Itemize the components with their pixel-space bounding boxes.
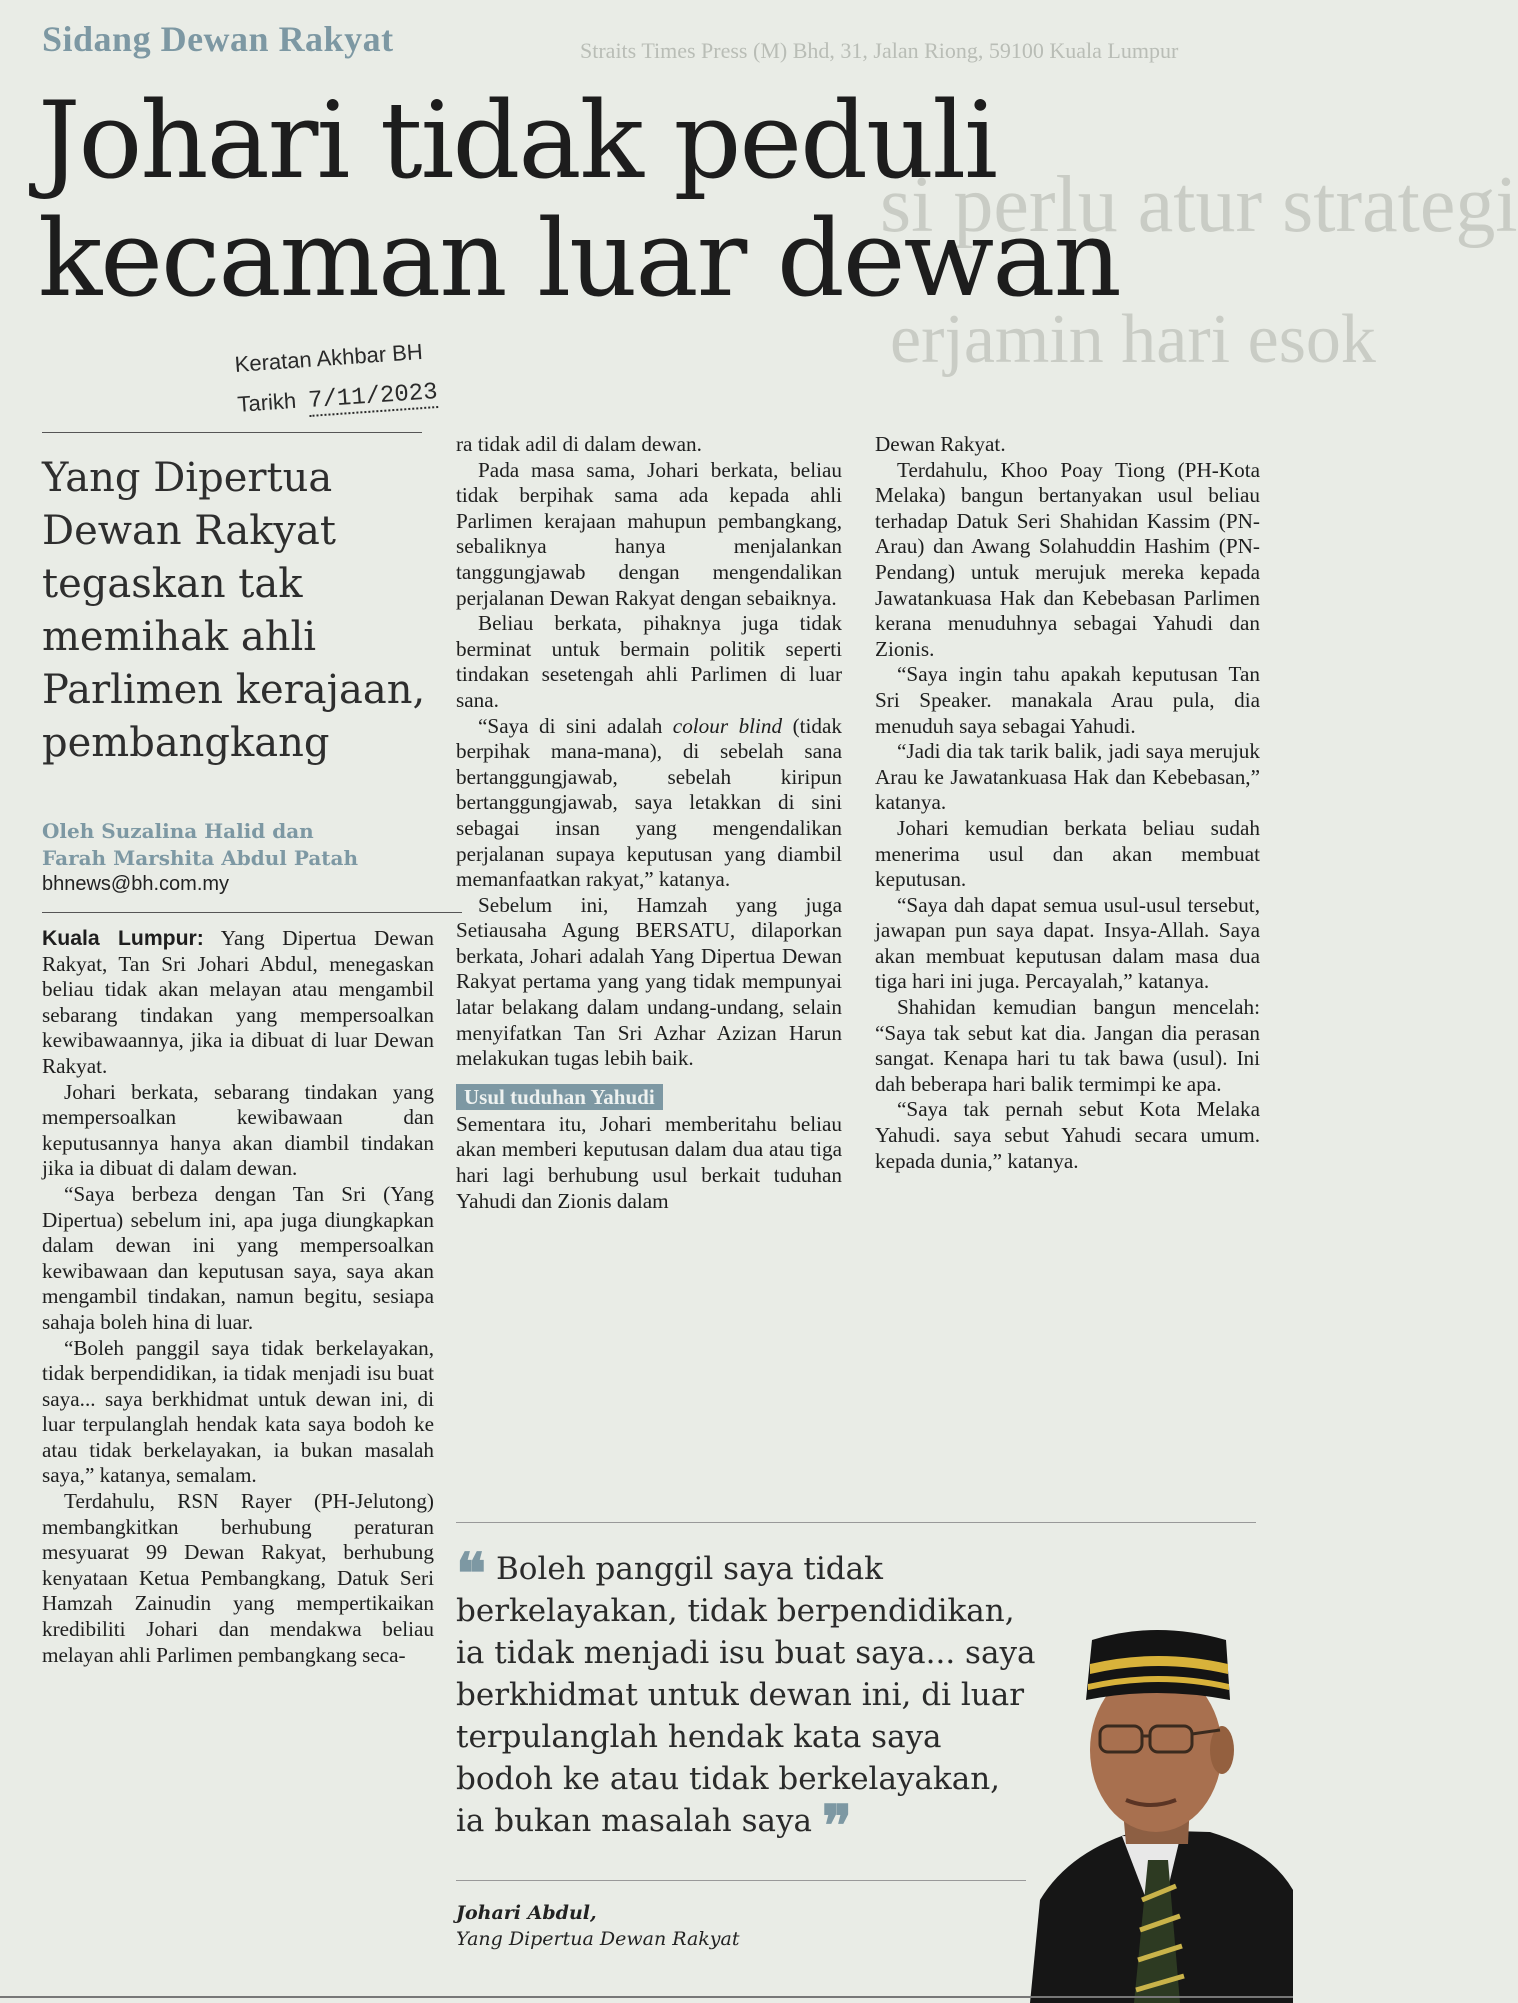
paragraph-text: (tidak berpihak mana-mana), di sebelah sana bertanggungjawab, sebelah kiripun bertanggungjawab, saya letakkan di sini sebagai insan yang mengendalikan perjalanan supaya keputusan yang diambil memanfaatkan rakyat,” katanya. (456, 713, 843, 892)
paragraph: “Saya ingin tahu apakah keputusan Tan Sri Speaker. manakala Arau pula, dia menuduh saya sebagai Yahudi. (875, 662, 1260, 738)
paragraph: Shahidan kemudian bangun mencelah: “Saya tak sebut kat dia. Jangan dia perasan sangat. Kenapa hari tu tak bawa (usul). Ini dah beberapa hari balik termimpi ke apa. (875, 995, 1260, 1096)
headline (38, 79, 1278, 320)
paragraph: ra tidak adil di dalam dewan. (456, 432, 702, 456)
headline-line-2: kecaman luar dewan (38, 197, 1120, 320)
quote-rule-bottom (456, 1880, 1026, 1881)
portrait-photo (1030, 1600, 1293, 2003)
column-3 (875, 432, 1260, 1174)
italic-phrase: colour blind (672, 713, 783, 738)
paragraph: Sebelum ini, Hamzah yang juga Setiausaha Agung BERSATU, dilaporkan berkata, Johari adalah Yang Dipertua Dewan Rakyat pertama yang yang tidak mempunyai latar belakang dalam undang-undang, selain menyifatkan Tan Sri Azhar Azizan Harun melakukan tugas lebih baik. (456, 892, 842, 1071)
paragraph: Terdahulu, Khoo Poay Tiong (PH-Kota Melaka) bangun bertanyakan usul beliau terhadap Datuk Seri Shahidan Kassim (PN-Arau) dan Awang Solahuddin Hashim (PN-Pendang) untuk merujuk mereka kepada Jawatankuasa Hak dan Kebebasan Parlimen kerana menuduhnya sebagai Yahudi dan Zionis. (875, 457, 1260, 661)
clipping-stamp (233, 331, 439, 427)
headline-line-1: Johari tidak peduli (38, 79, 997, 202)
deck-subheadline: Yang Dipertua Dewan Rakyat tegaskan tak memihak ahli Parlimen kerajaan, pembangkang (42, 455, 426, 766)
stamp-label: Keratan Akhbar BH (233, 338, 424, 378)
column-1 (42, 926, 434, 1668)
paragraph: “Jadi dia tak tarik balik, jadi saya merujuk Arau ke Jawatankuasa Hak dan Kebebasan,” katanya. (875, 739, 1260, 815)
photo-caption (456, 1900, 740, 1952)
paragraph-text: “Saya di sini adalah (478, 713, 673, 738)
print-through-text: Straits Times Press (M) Bhd, 31, Jalan Riong, 59100 Kuala Lumpur (580, 38, 1179, 63)
byline-authors-1: Oleh Suzalina Halid dan (42, 819, 314, 843)
caption-title: Yang Dipertua Dewan Rakyat (456, 1928, 740, 1950)
deck-rule (42, 432, 422, 433)
byline-rule (42, 912, 462, 913)
paragraph (42, 926, 434, 1080)
paragraph: Dewan Rakyat. (875, 432, 1006, 456)
column-2 (456, 432, 842, 1214)
stamp-date-label: Tarikh (236, 387, 297, 417)
page-bottom-rule (0, 1996, 1293, 1998)
paragraph: “Boleh panggil saya tidak berkelayakan, tidak berpendidikan, ia tidak menjadi isu buat saya... saya berkhidmat untuk dewan ini, di luar terpulanglah hendak kata saya bodoh ke atau tidak berkelayakan, ia bukan masalah saya,” katanya, semalam. (42, 1335, 434, 1488)
section-kicker: Sidang Dewan Rakyat (42, 19, 394, 59)
quote-rule-top (456, 1522, 1256, 1523)
byline-authors-2: Farah Marshita Abdul Patah (42, 846, 359, 870)
paragraph: Terdahulu, RSN Rayer (PH-Jelutong) membangkitkan berhubung peraturan mesyuarat 99 Dewan Rakyat, berhubung kenyataan Ketua Pembangkang, Datuk Seri Hamzah Zainudin yang mempertikaikan kredibiliti Johari dan mendakwa beliau melayan ahli Parlimen pembangkang seca- (42, 1489, 434, 1667)
byline-email: bhnews@bh.com.my (42, 873, 230, 895)
pull-quote-text: Boleh panggil saya tidak berkelayakan, tidak berpendidikan, ia tidak menjadi isu buat saya... saya berkhidmat untuk dewan ini, di luar terpulanglah hendak kata saya bodoh ke atau tidak berkelayakan, ia bukan masalah saya (456, 1551, 1036, 1839)
pull-quote (456, 1541, 1036, 1859)
paragraph: Johari kemudian berkata beliau sudah menerima usul dan akan membuat keputusan. (875, 815, 1260, 892)
paragraph: Sementara itu, Johari memberitahu beliau akan memberi keputusan dalam dua atau tiga hari lagi berhubung usul berkait tuduhan Yahudi dan Zionis dalam (456, 1111, 842, 1213)
stamp-date: 7/11/2023 (307, 378, 439, 415)
paragraph-text: Yang Dipertua Dewan Rakyat, Tan Sri Johari Abdul, menegaskan beliau tidak akan melayan atau mengambil sebarang tindakan yang mempersoalkan kewibawaannya, jika ia dibuat di luar Dewan Rakyat. (42, 926, 435, 1078)
paragraph: “Saya berbeza dengan Tan Sri (Yang Dipertua) sebelum ini, apa juga diungkapkan dalam dewan ini yang mempersoalkan kewibawaan dan keputusan saya, saya akan mengambil tindakan, namun begitu, sesiapa sahaja boleh hina di luar. (42, 1181, 434, 1334)
paragraph (456, 714, 842, 893)
paragraph: Johari berkata, sebarang tindakan yang mempersoalkan kewibawaan dan keputusannya hanya akan diambil tindakan jika ia dibuat di dalam dewan. (42, 1079, 434, 1181)
caption-name: Johari Abdul, (456, 1902, 597, 1924)
paragraph: “Saya dah dapat semua usul-usul tersebut, jawapan pun saya dapat. Insya-Allah. Saya akan membuat keputusan dalam masa dua tiga hari ini juga. Percayalah,” katanya. (875, 892, 1260, 994)
close-quote-icon: ❞ (821, 1793, 853, 1859)
section-subhead: Usul tuduhan Yahudi (456, 1084, 663, 1110)
paragraph: Beliau berkata, pihaknya juga tidak berminat untuk bermain politik seperti tindakan sesetengah ahli Parlimen di luar sana. (456, 611, 842, 712)
byline (42, 818, 442, 872)
print-through-headline: si perlu atur strategi (880, 161, 1518, 249)
paragraph: Pada masa sama, Johari berkata, beliau tidak berpihak sama ada kepada ahli Parlimen kerajaan mahupun pembangkang, sebaliknya hanya menjalankan tanggungjawab dengan mengendalikan perjalanan Dewan Rakyat dengan sebaiknya. (456, 457, 842, 610)
open-quote-icon: ❝ (456, 1541, 487, 1607)
print-through-headline-2: erjamin hari esok (890, 301, 1376, 378)
dateline: Kuala Lumpur: (42, 927, 204, 950)
paragraph: “Saya tak pernah sebut Kota Melaka Yahudi. saya sebut Yahudi secara umum. kepada dunia,” katanya. (875, 1097, 1260, 1173)
